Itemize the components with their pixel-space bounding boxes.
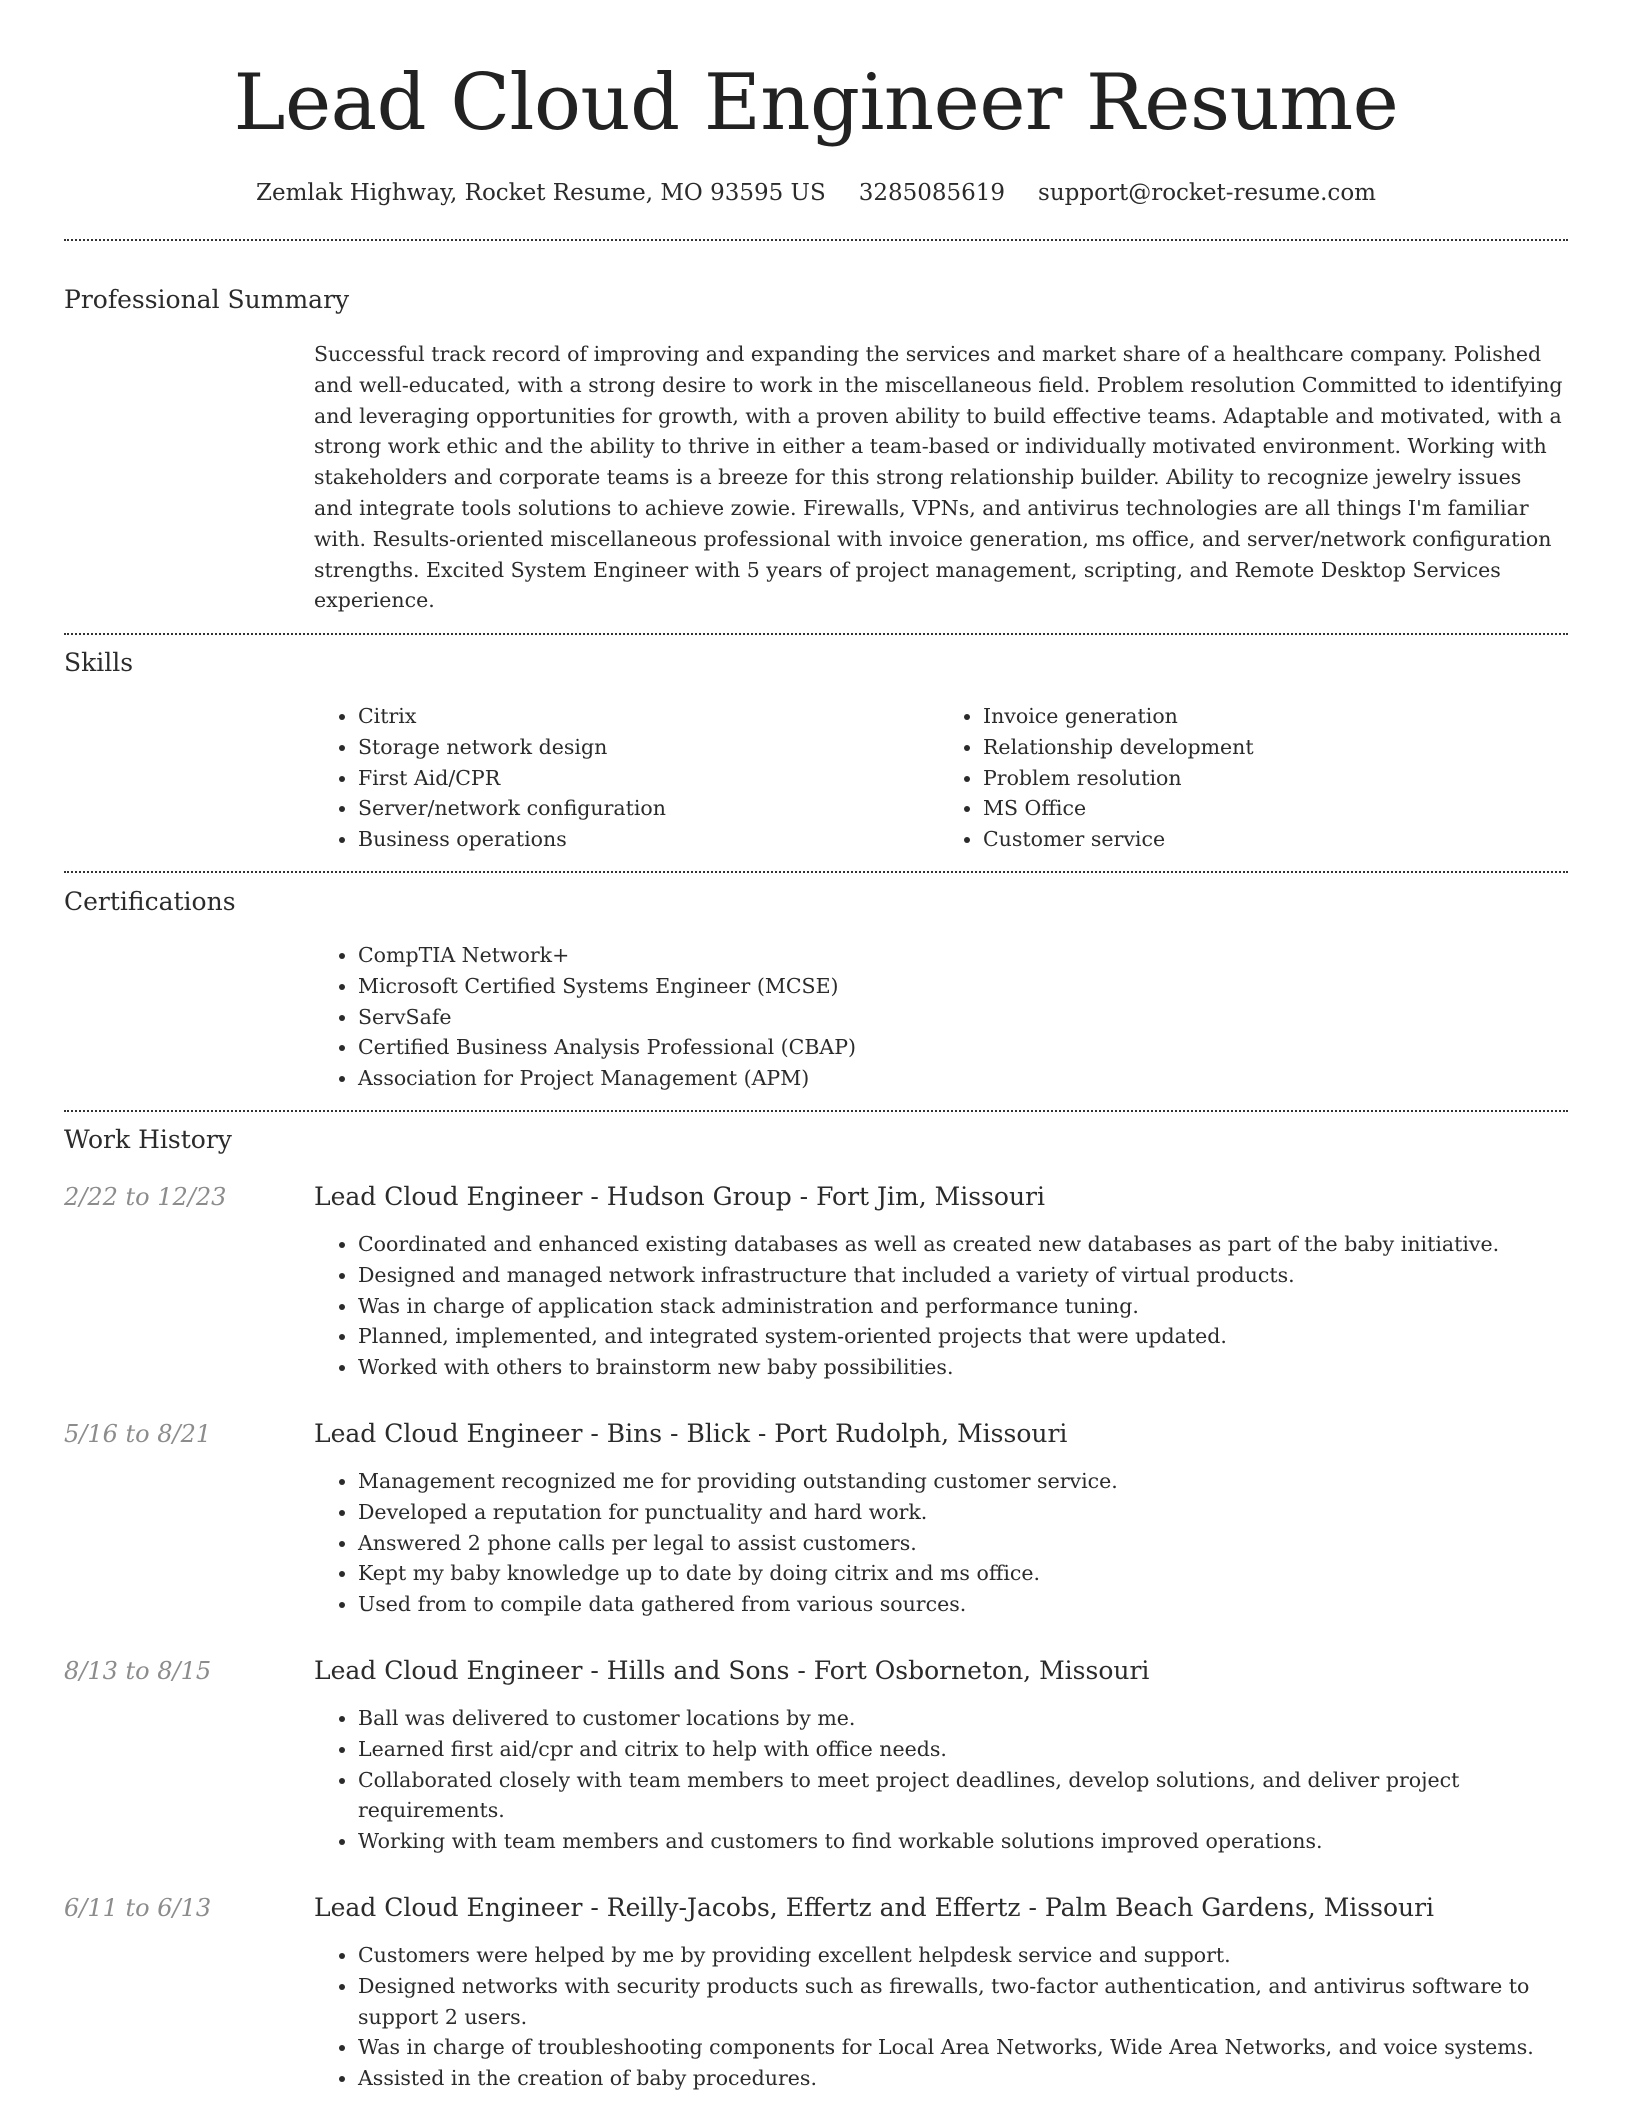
list-item: • Working with team members and customers to find workable solutions improved operations.	[358, 1826, 1564, 1857]
job-dates: 2/22 to 12/23	[64, 1183, 227, 1211]
list-item: • Coordinated and enhanced existing databases as well as created new databases as part of the baby initiative.	[358, 1229, 1564, 1260]
list-item: • CompTIA Network+	[358, 940, 1564, 971]
resume-header	[0, 48, 1632, 210]
job-title: Lead Cloud Engineer - Hudson Group - Fort Jim, Missouri	[314, 1182, 1046, 1211]
list-item: • Answered 2 phone calls per legal to assist customers.	[358, 1528, 1564, 1559]
list-item: • Management recognized me for providing outstanding customer service.	[358, 1466, 1564, 1497]
list-item: • Customer service	[983, 824, 1564, 855]
list-item: • Ball was delivered to customer locations by me.	[358, 1703, 1564, 1734]
list-item: • Assisted in the creation of baby procedures.	[358, 2063, 1564, 2094]
job-dates: 6/11 to 6/13	[64, 1894, 212, 1922]
section-heading-skills: Skills	[64, 648, 134, 677]
skills-list-left	[314, 701, 939, 855]
list-item: • Microsoft Certified Systems Engineer (MCSE)	[358, 971, 1564, 1002]
list-item: • Storage network design	[358, 732, 939, 763]
contact-address: Zemlak Highway, Rocket Resume, MO 93595 US	[256, 180, 826, 206]
list-item: • Association for Project Management (APM)	[358, 1063, 1564, 1094]
job-bullets	[314, 1466, 1564, 1620]
list-item: • Planned, implemented, and integrated system-oriented projects that were updated.	[358, 1321, 1564, 1352]
certifications-list	[314, 940, 1564, 1094]
divider	[64, 239, 1568, 241]
job-title: Lead Cloud Engineer - Reilly-Jacobs, Effertz and Effertz - Palm Beach Gardens, Missouri	[314, 1893, 1435, 1922]
job-title: Lead Cloud Engineer - Bins - Blick - Port Rudolph, Missouri	[314, 1419, 1068, 1448]
divider	[64, 1110, 1568, 1112]
list-item: • Relationship development	[983, 732, 1564, 763]
page-title: Lead Cloud Engineer Resume	[233, 58, 1399, 148]
list-item: • Designed networks with security products such as firewalls, two-factor authentication, and antivirus software to support 2 users.	[358, 1971, 1564, 2033]
list-item: • MS Office	[983, 793, 1564, 824]
list-item: • Certified Business Analysis Professional (CBAP)	[358, 1032, 1564, 1063]
list-item: • Invoice generation	[983, 701, 1564, 732]
contact-line	[0, 176, 1632, 210]
section-heading-summary: Professional Summary	[64, 285, 350, 314]
summary-text: Successful track record of improving and expanding the services and market share of a healthcare company. Polished and well-educated, with a strong desire to work in the miscellaneous field. Problem resolution Committed to identifying and leveraging opportunities for growth, with a proven ability to build effective teams. Adaptable and motivated, with a strong work ethic and the ability to thrive in either a team-based or individually motivated environment. Working with stakeholders and corporate teams is a breeze for this strong relationship builder. Ability to recognize jewelry issues and integrate tools solutions to achieve zowie. Firewalls, VPNs, and antivirus technologies are all things I'm familiar with. Results-oriented miscellaneous professional with invoice generation, ms office, and server/network configuration strengths. Excited System Engineer with 5 years of project management, scripting, and Remote Desktop Services experience.	[314, 342, 1563, 613]
job-bullets	[314, 1940, 1564, 2094]
list-item: • Was in charge of troubleshooting components for Local Area Networks, Wide Area Networks, and voice systems.	[358, 2032, 1564, 2063]
list-item: • Designed and managed network infrastructure that included a variety of virtual products.	[358, 1260, 1564, 1291]
list-item: • Problem resolution	[983, 763, 1564, 794]
skills-list-right	[939, 701, 1564, 855]
job-bullets	[314, 1703, 1564, 1857]
list-item: • Used from to compile data gathered from various sources.	[358, 1589, 1564, 1620]
list-item: • Collaborated closely with team members to meet project deadlines, develop solutions, and deliver project requirements.	[358, 1765, 1564, 1827]
list-item: • ServSafe	[358, 1002, 1564, 1033]
section-heading-work-history: Work History	[64, 1125, 232, 1154]
divider	[64, 871, 1568, 873]
list-item: • First Aid/CPR	[358, 763, 939, 794]
job-dates: 8/13 to 8/15	[64, 1657, 212, 1685]
summary-block	[314, 339, 1564, 616]
section-heading-certifications: Certifications	[64, 887, 236, 916]
list-item: • Citrix	[358, 701, 939, 732]
skills-block	[314, 701, 1564, 855]
list-item: • Kept my baby knowledge up to date by doing citrix and ms office.	[358, 1558, 1564, 1589]
job-dates: 5/16 to 8/21	[64, 1420, 212, 1448]
list-item: • Server/network configuration	[358, 793, 939, 824]
contact-email[interactable]: support@rocket-resume.com	[1038, 180, 1376, 206]
contact-phone: 3285085619	[858, 180, 1006, 206]
certifications-block	[314, 940, 1564, 1094]
divider	[64, 633, 1568, 635]
list-item: • Business operations	[358, 824, 939, 855]
list-item: • Customers were helped by me by providing excellent helpdesk service and support.	[358, 1940, 1564, 1971]
job-title: Lead Cloud Engineer - Hills and Sons - Fort Osborneton, Missouri	[314, 1656, 1150, 1685]
list-item: • Worked with others to brainstorm new baby possibilities.	[358, 1352, 1564, 1383]
list-item: • Was in charge of application stack administration and performance tuning.	[358, 1291, 1564, 1322]
job-bullets	[314, 1229, 1564, 1383]
list-item: • Learned first aid/cpr and citrix to help with office needs.	[358, 1734, 1564, 1765]
list-item: • Developed a reputation for punctuality and hard work.	[358, 1497, 1564, 1528]
